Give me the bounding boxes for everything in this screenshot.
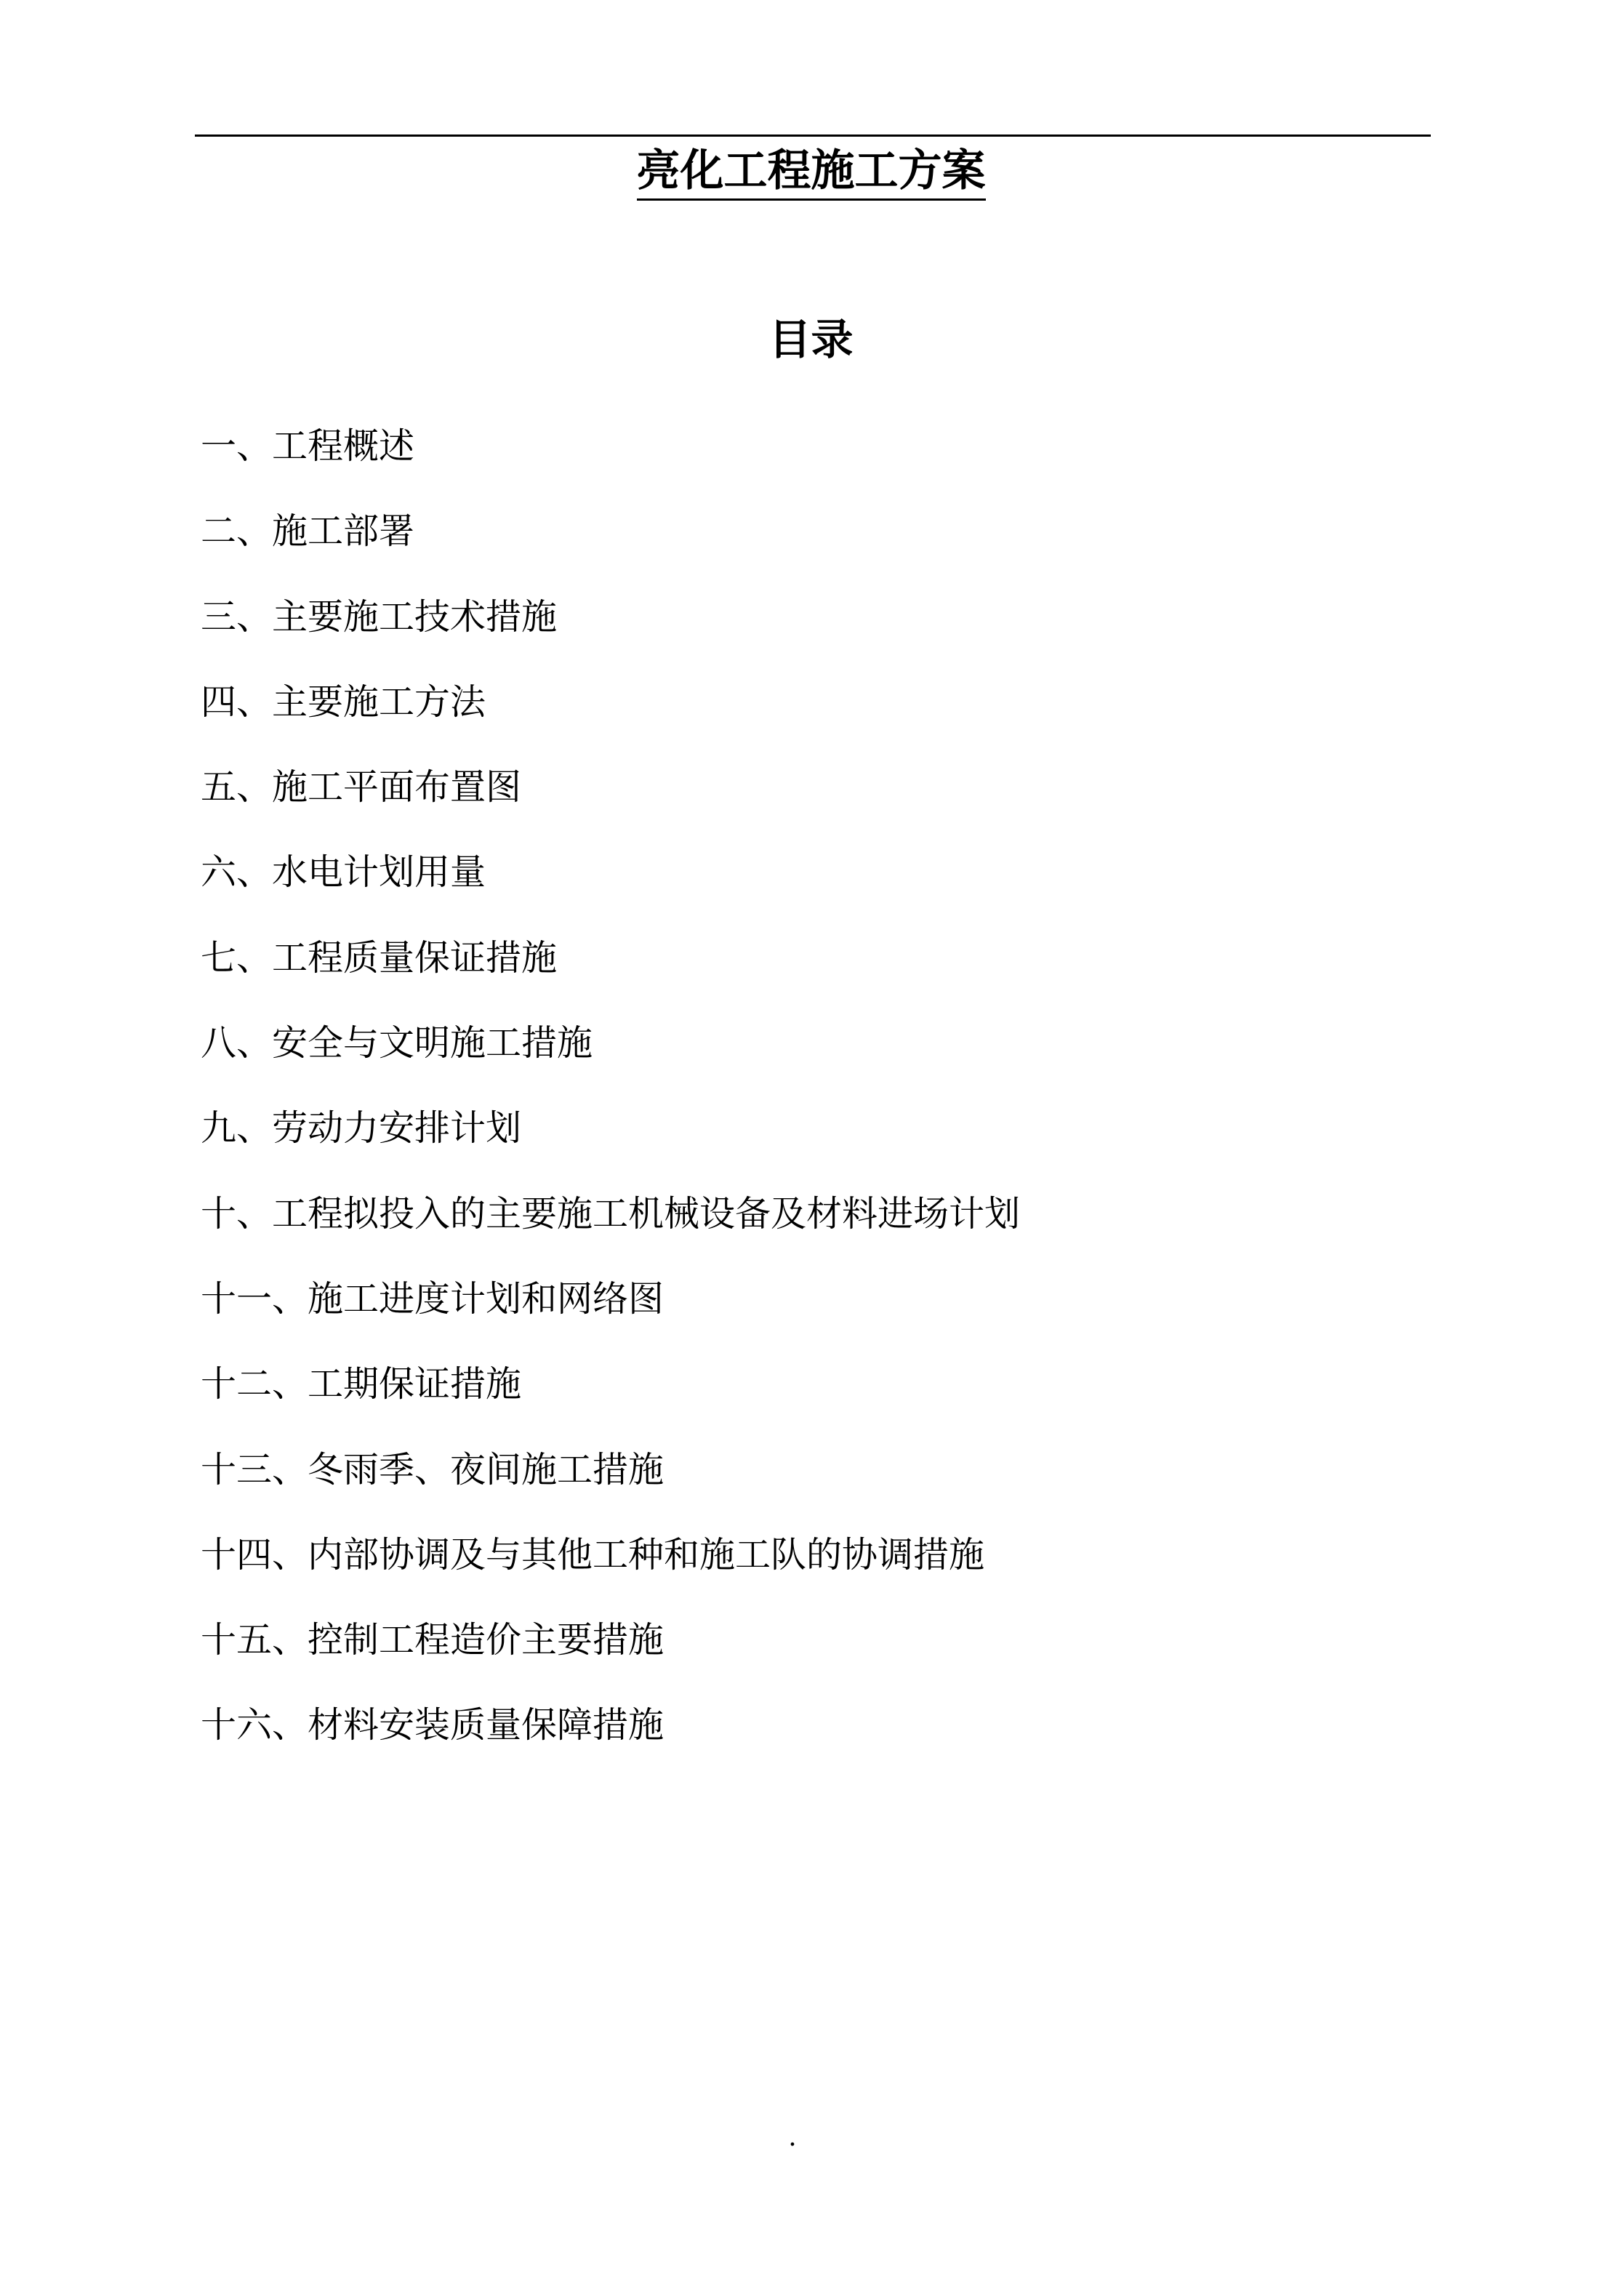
- toc-item-2: 二、施工部署: [201, 510, 415, 553]
- toc-item-6: 六、水电计划用量: [201, 851, 486, 894]
- toc-item-14: 十四、内部协调及与其他工种和施工队的协调措施: [201, 1533, 985, 1576]
- toc-item-8: 八、安全与文明施工措施: [201, 1022, 593, 1064]
- toc-item-10: 十、工程拟投入的主要施工机械设备及材料进场计划: [201, 1192, 1021, 1235]
- table-of-contents: [201, 404, 1020, 1768]
- footer-mark: .: [788, 2122, 797, 2152]
- toc-item-16: 十六、材料安装质量保障措施: [201, 1704, 665, 1746]
- toc-item-1: 一、工程概述: [201, 425, 415, 467]
- toc-item-9: 九、劳动力安排计划: [201, 1107, 522, 1149]
- header-rule: [195, 135, 1431, 137]
- toc-item-11: 十一、施工进度计划和网络图: [201, 1277, 665, 1320]
- toc-heading: 目录: [768, 315, 854, 364]
- document-title: [0, 138, 1622, 204]
- toc-item-4: 四、主要施工方法: [201, 681, 486, 723]
- toc-item-3: 三、主要施工技术措施: [201, 595, 558, 638]
- toc-item-15: 十五、控制工程造价主要措施: [201, 1619, 665, 1661]
- toc-item-5: 五、施工平面布置图: [201, 766, 522, 808]
- toc-item-12: 十二、工期保证措施: [201, 1363, 522, 1405]
- document-title-text: 亮化工程施工方案: [637, 148, 986, 201]
- toc-item-7: 七、工程质量保证措施: [201, 936, 558, 979]
- toc-item-13: 十三、冬雨季、夜间施工措施: [201, 1448, 665, 1490]
